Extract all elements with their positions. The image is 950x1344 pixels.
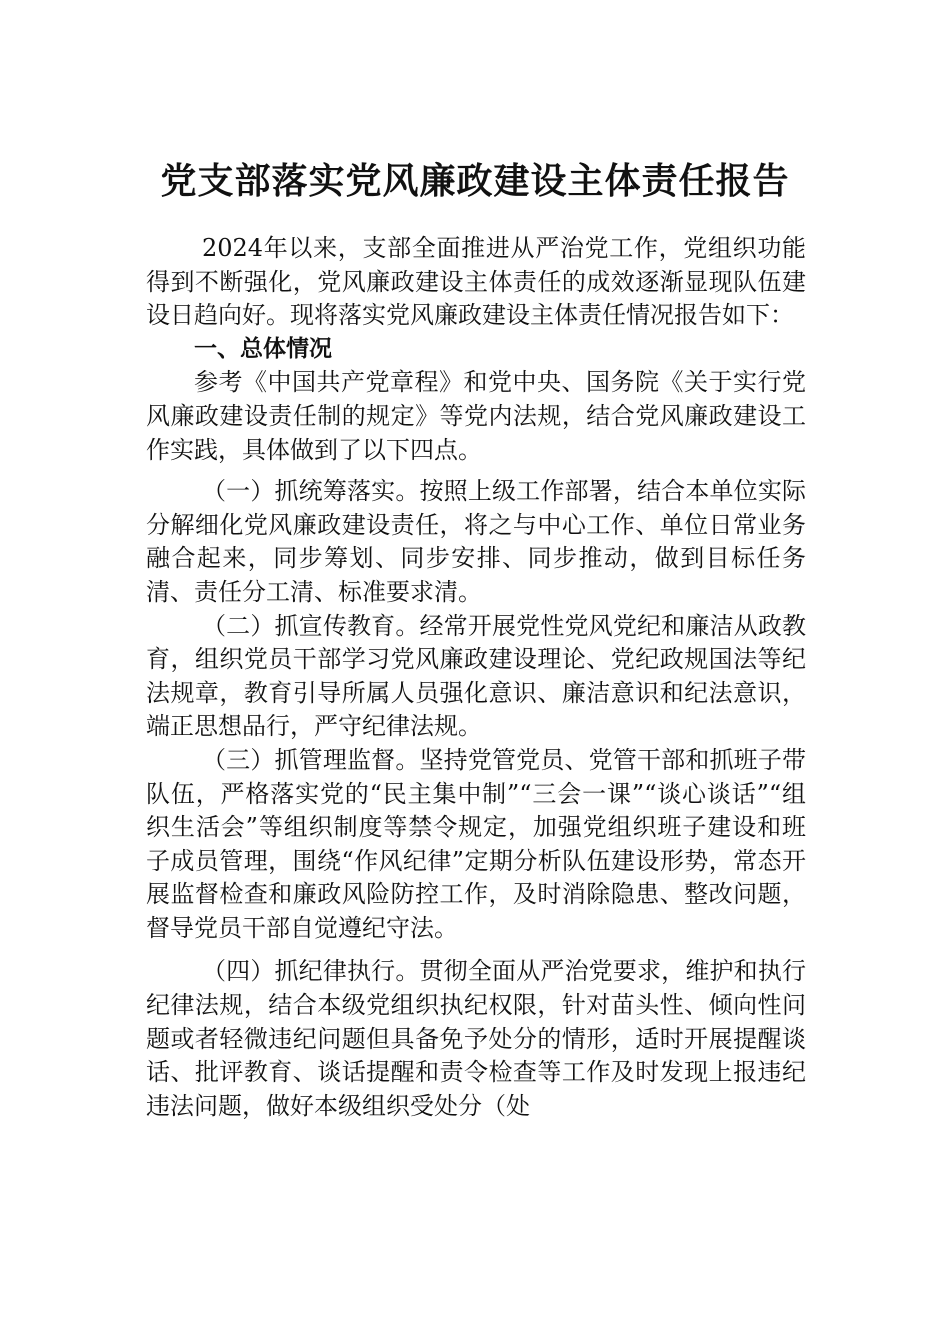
intro-paragraph: 2024年以来，支部全面推进从严治党工作，党组织功能得到不断强化，党风廉政建设主体责任的成效逐渐显现队伍建设日趋向好。现将落实党风廉政建设主体责任情况报告如下： [146, 234, 806, 330]
item-paragraph-3: （三）抓管理监督。坚持党管党员、党管干部和抓班子带队伍，严格落实党的“民主集中制”“三会一课”“谈心谈话”“组织生活会”等组织制度等禁令规定，加强党组织班子建设和班子成员管理，围绕“作风纪律”定期分析队伍建设形势，常态开展监督检查和廉政风险防控工作，及时消除隐患、整改问题，督导党员干部自觉遵纪守法。 [146, 745, 806, 942]
document-title: 党支部落实党风廉政建设主体责任报告 [160, 160, 790, 202]
item-paragraph-4: （四）抓纪律执行。贯彻全面从严治党要求，维护和执行纪律法规，结合本级党组织执纪权限，针对苗头性、倾向性问题或者轻微违纪问题但具备免予处分的情形，适时开展提醒谈话、批评教育、谈话提醒和责令检查等工作及时发现上报违纪违法问题，做好本级组织受处分（处 [146, 957, 806, 1120]
item-paragraph-2: （二）抓宣传教育。经常开展党性党风党纪和廉洁从政教育，组织党员干部学习党风廉政建设理论、党纪政规国法等纪法规章，教育引导所属人员强化意识、廉洁意识和纪法意识，端正思想品行，严守纪律法规。 [146, 611, 806, 741]
document-body [146, 232, 806, 1123]
section-intro-paragraph: 参考《中国共产党章程》和党中央、国务院《关于实行党风廉政建设责任制的规定》等党内法规，结合党风廉政建设工作实践，具体做到了以下四点。 [146, 368, 806, 464]
section-heading-overview: 一、总体情况 [194, 335, 332, 362]
item-paragraph-1: （一）抓统筹落实。按照上级工作部署，结合本单位实际分解细化党风廉政建设责任，将之与中心工作、单位日常业务融合起来，同步筹划、同步安排、同步推动，做到目标任务清、责任分工清、标准要求清。 [146, 477, 806, 606]
